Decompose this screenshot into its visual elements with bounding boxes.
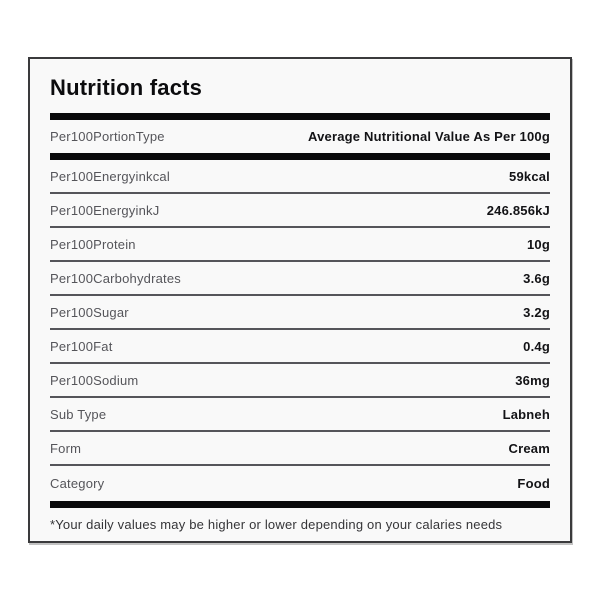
card-title: Nutrition facts xyxy=(50,75,203,100)
row-value: 3.6g xyxy=(523,270,550,286)
row-value: 3.2g xyxy=(523,304,550,320)
header-label: Per100PortionType xyxy=(50,129,165,144)
nutrition-facts-card xyxy=(28,57,572,543)
table-row-sugar xyxy=(50,296,550,330)
header-row xyxy=(50,120,550,153)
row-value: 59kcal xyxy=(509,168,550,184)
row-label: Category xyxy=(50,475,105,491)
row-label: Per100Sugar xyxy=(50,304,129,320)
row-label: Per100Fat xyxy=(50,338,113,354)
row-value: Food xyxy=(517,475,550,491)
row-label: Per100Energyinkcal xyxy=(50,168,170,184)
table-row-energy-kj xyxy=(50,194,550,228)
row-label: Per100EnergyinkJ xyxy=(50,202,160,218)
table-row-carbohydrates xyxy=(50,262,550,296)
table-row-sodium xyxy=(50,364,550,398)
divider-bar-bottom xyxy=(50,501,550,508)
table-row-protein xyxy=(50,228,550,262)
row-value: Cream xyxy=(508,440,550,456)
table-row-energy-kcal xyxy=(50,160,550,194)
footnote: *Your daily values may be higher or lower depending on your calaries needs xyxy=(50,517,503,532)
row-value: 36mg xyxy=(515,372,550,388)
header-value: Average Nutritional Value As Per 100g xyxy=(308,129,550,144)
row-label: Form xyxy=(50,440,82,456)
table-row-category xyxy=(50,466,550,500)
divider-bar-middle xyxy=(50,153,550,160)
row-value: 0.4g xyxy=(523,338,550,354)
table-row-sub-type xyxy=(50,398,550,432)
table-row-form xyxy=(50,432,550,466)
row-value: 10g xyxy=(526,236,550,252)
row-label: Per100Sodium xyxy=(50,372,139,388)
row-label: Per100Protein xyxy=(50,236,136,252)
row-value: Labneh xyxy=(502,406,550,422)
row-value: 246.856kJ xyxy=(486,202,550,218)
table-row-fat xyxy=(50,330,550,364)
divider-bar-top xyxy=(50,113,550,120)
row-label: Per100Carbohydrates xyxy=(50,270,181,286)
row-label: Sub Type xyxy=(50,406,107,422)
